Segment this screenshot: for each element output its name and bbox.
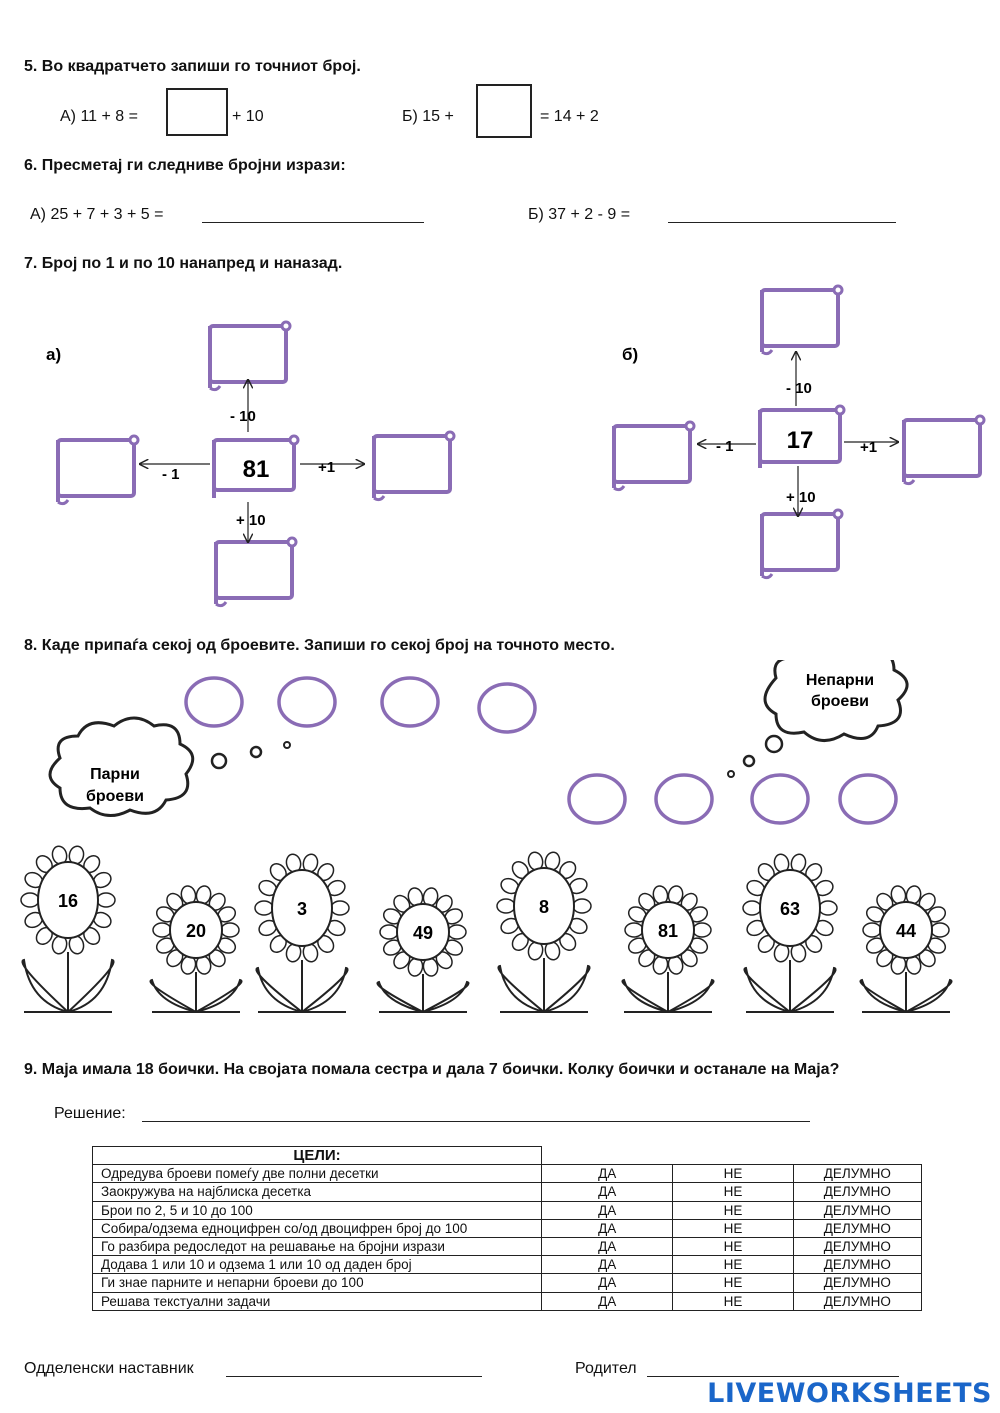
flower-leaf-right (68, 960, 114, 1012)
goals-row (93, 1219, 922, 1237)
goal-no[interactable]: НЕ (673, 1274, 793, 1292)
thought-dot (212, 754, 226, 768)
thought-dot (251, 747, 261, 757)
petal (573, 899, 591, 913)
goal-no[interactable]: НЕ (673, 1256, 793, 1274)
even-answer-oval[interactable] (382, 678, 438, 726)
q7-a-plus1: +1 (318, 459, 336, 476)
q6-title: 6. Пресметај ги следниве бројни изрази: (24, 157, 346, 174)
q5-b-prefix: Б) 15 + (402, 108, 454, 125)
petal (931, 923, 949, 937)
goals-header-blank (542, 1147, 922, 1165)
q7-b-label: б) (622, 345, 639, 364)
goals-row (93, 1256, 922, 1274)
q7-b-center-number: 17 (786, 427, 814, 454)
q9-solution-line[interactable] (142, 1121, 810, 1122)
goal-yes[interactable]: ДА (542, 1219, 673, 1237)
goal-yes[interactable]: ДА (542, 1256, 673, 1274)
q7-b-plus10: + 10 (786, 489, 816, 506)
flower (622, 885, 713, 1012)
goal-no[interactable]: НЕ (673, 1292, 793, 1310)
q7-a-left-scroll[interactable] (58, 436, 138, 504)
flower-leaf-right (906, 980, 952, 1012)
goal-yes[interactable]: ДА (542, 1201, 673, 1219)
goal-yes[interactable]: ДА (542, 1237, 673, 1255)
even-answer-oval[interactable] (479, 684, 535, 732)
q7-b-plus1: +1 (860, 439, 878, 456)
goals-header: ЦЕЛИ: (93, 1147, 542, 1165)
teacher-signature-line[interactable] (226, 1376, 482, 1377)
q7-b-minus1: - 1 (716, 438, 734, 455)
goals-row (93, 1201, 922, 1219)
flower-leaf-right (196, 980, 242, 1012)
flower-number[interactable]: 44 (895, 921, 917, 941)
even-answer-oval[interactable] (186, 678, 242, 726)
q5-a-prefix: А) 11 + 8 = (60, 108, 138, 125)
petal (331, 901, 349, 915)
goals-row (93, 1292, 922, 1310)
goals-row (93, 1237, 922, 1255)
goal-partial[interactable]: ДЕЛУМНО (793, 1201, 921, 1219)
petal (380, 925, 398, 939)
petal (448, 925, 466, 939)
goals-row (93, 1165, 922, 1183)
flower-leaf-left (622, 980, 668, 1012)
q7-a-plus10: + 10 (236, 512, 266, 529)
q7-b-bottom-scroll[interactable] (762, 510, 842, 578)
goal-partial[interactable]: ДЕЛУМНО (793, 1256, 921, 1274)
q8-title: 8. Каде припаѓа секој од броевите. Запиши го секој број на точното место. (24, 637, 615, 654)
flower-leaf-right (790, 968, 836, 1012)
petal (819, 901, 837, 915)
goal-text: Заокружува на најблиска десетка (93, 1183, 542, 1201)
goal-text: Одредува броеви помеѓу две полни десетки (93, 1165, 542, 1183)
goal-yes[interactable]: ДА (542, 1274, 673, 1292)
parent-signature-line[interactable] (647, 1376, 899, 1377)
petal (97, 893, 115, 907)
flower (743, 853, 837, 1012)
goal-no[interactable]: НЕ (673, 1219, 793, 1237)
liveworksheets-logo: LIVEWORKSHEETS (707, 1378, 992, 1409)
flower-number[interactable]: 3 (296, 899, 308, 919)
petal (693, 923, 711, 937)
flower (255, 853, 349, 1012)
q5-a-suffix: + 10 (232, 108, 264, 125)
petal (153, 923, 171, 937)
q7-diagrams (0, 280, 1000, 620)
goal-partial[interactable]: ДЕЛУМНО (793, 1165, 921, 1183)
q8-sorting-area (0, 660, 1000, 1020)
q6-b-expression: Б) 37 + 2 - 9 = (528, 206, 631, 223)
flower (150, 885, 241, 1012)
goal-no[interactable]: НЕ (673, 1183, 793, 1201)
goal-text: Го разбира редоследот на решавање на бројни изрази (93, 1237, 542, 1255)
q7-a-label: а) (46, 345, 62, 364)
goal-no[interactable]: НЕ (673, 1201, 793, 1219)
flower-number[interactable]: 8 (538, 897, 550, 917)
goals-table (92, 1146, 922, 1311)
q5-b-answer-box[interactable] (476, 84, 532, 138)
even-answer-oval[interactable] (279, 678, 335, 726)
q7-b-minus10: - 10 (786, 380, 812, 397)
flower-leaf-right (302, 968, 348, 1012)
flower-leaf-left (22, 960, 68, 1012)
q7-a-right-scroll[interactable] (374, 432, 454, 500)
flower-leaf-right (668, 980, 714, 1012)
flower-number[interactable]: 81 (657, 921, 679, 941)
goal-partial[interactable]: ДЕЛУМНО (793, 1292, 921, 1310)
flower (860, 885, 951, 1012)
odd-answer-oval[interactable] (569, 775, 625, 823)
petal (21, 893, 39, 907)
flower-number[interactable]: 20 (185, 921, 207, 941)
odd-cloud-line1: Непарни (805, 672, 875, 689)
goal-text: Собира/одзема едноцифрен со/од двоцифрен број до 100 (93, 1219, 542, 1237)
petal (255, 901, 273, 915)
q7-b-right-scroll[interactable] (904, 416, 984, 484)
q6-a-expression: А) 25 + 7 + 3 + 5 = (30, 206, 164, 223)
thought-dot (728, 771, 734, 777)
goal-text: Додава 1 или 10 и одзема 1 или 10 од даден број (93, 1256, 542, 1274)
thought-dot (284, 742, 290, 748)
petal (743, 901, 761, 915)
q7-title: 7. Број по 1 и по 10 нанапред и наназад. (24, 255, 343, 272)
odd-cloud-line2: броеви (811, 693, 869, 710)
teacher-label: Одделенски наставник (24, 1360, 194, 1377)
q5-b-suffix: = 14 + 2 (540, 108, 599, 125)
flower (377, 887, 468, 1012)
goal-no[interactable]: НЕ (673, 1237, 793, 1255)
q6-b-answer-line[interactable] (668, 222, 896, 223)
flower-number[interactable]: 49 (412, 923, 434, 943)
goal-no[interactable]: НЕ (673, 1165, 793, 1183)
q7-a-top-scroll[interactable] (210, 322, 290, 390)
petal (863, 923, 881, 937)
flower-leaf-right (544, 966, 590, 1012)
q9-solution-label: Решение: (54, 1105, 126, 1122)
thought-dot (744, 756, 754, 766)
flower-leaf-left (498, 966, 544, 1012)
petal (221, 923, 239, 937)
q5-title: 5. Во квадратчето запиши го точниот број. (24, 58, 361, 75)
thought-dot (766, 736, 782, 752)
q7-b-left-scroll[interactable] (614, 422, 694, 490)
flower (21, 845, 115, 1012)
goal-text: Решава текстуални задачи (93, 1292, 542, 1310)
goal-partial[interactable]: ДЕЛУМНО (793, 1237, 921, 1255)
petal (625, 923, 643, 937)
flower-leaf-left (150, 980, 196, 1012)
goals-row (93, 1274, 922, 1292)
goals-row (93, 1183, 922, 1201)
goal-text: Брои по 2, 5 и 10 до 100 (93, 1201, 542, 1219)
goal-partial[interactable]: ДЕЛУМНО (793, 1219, 921, 1237)
flower-leaf-left (256, 968, 302, 1012)
flower-number[interactable]: 16 (57, 891, 79, 911)
flower-leaf-left (860, 980, 906, 1012)
q7-a-bottom-scroll[interactable] (216, 538, 296, 606)
q5-a-answer-box[interactable] (166, 88, 228, 136)
q6-a-answer-line[interactable] (202, 222, 424, 223)
flower-leaf-left (377, 982, 423, 1012)
q7-a-minus1: - 1 (162, 466, 180, 483)
flower-leaf-left (744, 968, 790, 1012)
q9-title: 9. Маја имала 18 боички. На својата помала сестра и дала 7 боички. Колку боички и останале на Маја? (24, 1061, 840, 1078)
goal-yes[interactable]: ДА (542, 1183, 673, 1201)
flower-leaf-right (423, 982, 469, 1012)
flower-number[interactable]: 63 (779, 899, 801, 919)
q7-b-top-scroll[interactable] (762, 286, 842, 354)
q7-a-minus10: - 10 (230, 408, 256, 425)
odd-answer-oval[interactable] (752, 775, 808, 823)
goal-yes[interactable]: ДА (542, 1292, 673, 1310)
odd-answer-oval[interactable] (656, 775, 712, 823)
goal-partial[interactable]: ДЕЛУМНО (793, 1183, 921, 1201)
q7-a-center-number: 81 (242, 456, 270, 483)
goal-partial[interactable]: ДЕЛУМНО (793, 1274, 921, 1292)
parent-label: Родител (575, 1360, 637, 1377)
goal-yes[interactable]: ДА (542, 1165, 673, 1183)
petal (497, 899, 515, 913)
even-cloud-line1: Парни (90, 766, 140, 783)
even-cloud-line2: броеви (86, 788, 144, 805)
flower (497, 851, 591, 1012)
goal-text: Ги знае парните и непарни броеви до 100 (93, 1274, 542, 1292)
odd-answer-oval[interactable] (840, 775, 896, 823)
